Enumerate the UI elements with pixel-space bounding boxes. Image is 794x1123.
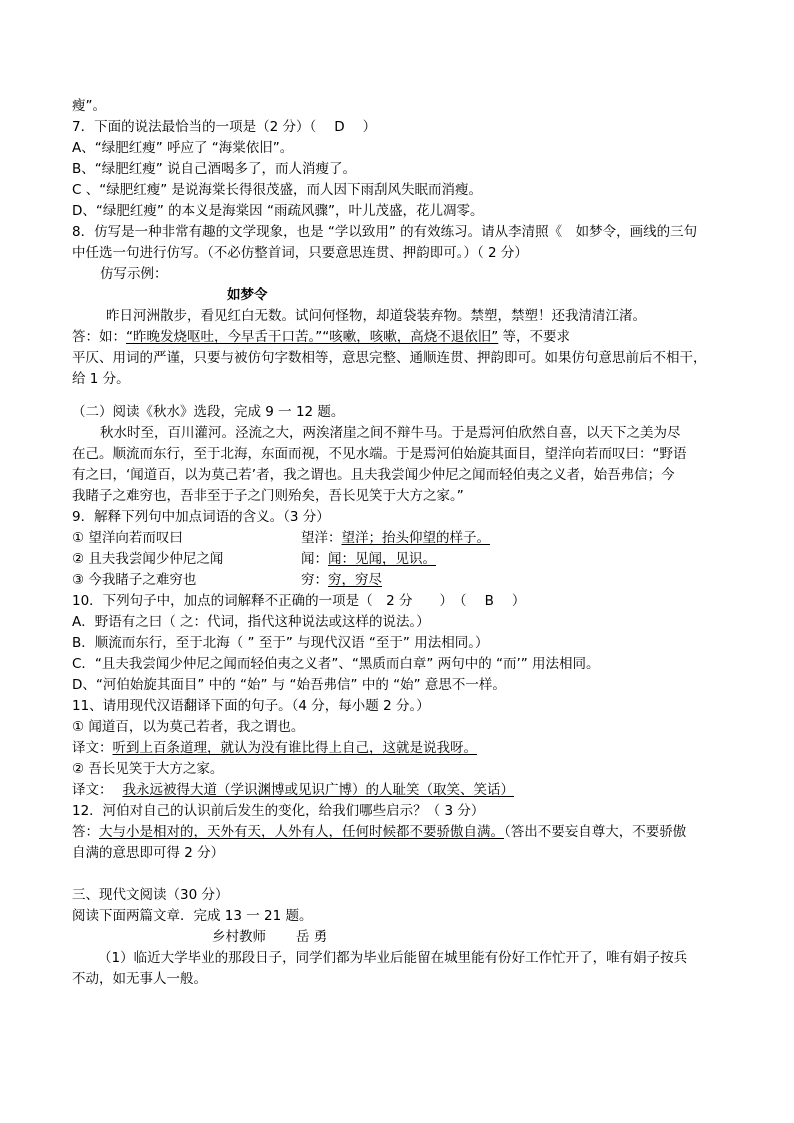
q10-option-b: B．顺流而东行，至于北海（ ” 至于” 与现代汉语 “至于” 用法相同。） (72, 635, 489, 651)
q10-option-a: A．野语有之曰（ 之：代词，指代这种说法或这样的说法。） (72, 614, 430, 630)
question-7: 7．下面的说法最恰当的一项是（2 分）（ D ） (72, 117, 732, 138)
q10-option-c: C．“且夫我尝闻少仲尼之闻而轻伯夷之义者”、“黑质而白章” 两句中的 “而’” 用法相同。 (72, 656, 600, 672)
question-9: 9．解释下列句中加点词语的含义。（3 分） (72, 509, 330, 525)
q11-translation-2: 译文： 我永远被得大道（学识渊博或见识广博）的人耻笑（取笑、笑话） (72, 782, 514, 798)
answer-12-cont: 自满的意思即可得 2 分） (72, 845, 225, 861)
section-2-heading: （二）阅读《秋水》选段，完成 9 一 12 题。 (72, 404, 345, 420)
document-page (72, 96, 732, 990)
poem-title: 如梦令 (227, 287, 268, 303)
q10-option-d: D、“河伯始旋其面目” 中的 “始” 与 “始吾弗信” 中的 “始” 意思不一样。 (72, 677, 506, 693)
q11-item-1: ① 闻道百，以为莫己若者，我之谓也。 (72, 719, 305, 735)
article-author: 岳 勇 (296, 929, 328, 945)
option-c: C 、“绿肥红瘦” 是说海棠长得很茂盛，而人因下雨刮风失眠而消瘦。 (72, 182, 482, 198)
q9-item-2: ② 且夫我尝闻少仲尼之闻 闻：闻：见闻，见识。 (72, 551, 436, 567)
poem-example: 昨日河洲散步，看见红白无数。试问何怪物，却道袋装弃物。禁塑，禁塑！还我清清江渚。 (106, 308, 646, 324)
q9-item-3: ③ 今我睹子之难穷也 穷：穷，穷尽 (72, 572, 382, 588)
answer-8: 答：如：“昨晚发烧呕吐，今早舌干口苦。”“咳嗽，咳嗽，高烧不退依旧” 等，不要求 (72, 329, 571, 345)
q9-item-1: ① 望洋向若而叹曰 望洋：望洋；抬头仰望的样子。 (72, 530, 490, 546)
answer-7: D (334, 119, 345, 135)
article-paragraph-cont: 不动，如无事人一般。 (72, 971, 207, 987)
answer-8-note: 平仄、用词的严谨，只要与被仿句字数相等，意思完整、通顺连贯、押韵即可。如果仿句意思前后不相干， (72, 350, 707, 366)
passage-line: 秋水时至，百川灌河。泾流之大，两涘渚崖之间不辩牛马。于是焉河伯欣然自喜，以天下之美为尽 (100, 425, 681, 441)
q11-item-2: ② 吾长见笑于大方之家。 (72, 761, 224, 777)
option-a: A、“绿肥红瘦” 呼应了 “海棠依旧”。 (72, 140, 294, 156)
passage-line: 有之曰，‘闻道百，以为莫己若’者，我之谓也。且夫我尝闻少仲尼之闻而轻伯夷之义者，始吾弗信；今 (72, 467, 675, 483)
answer-12-underlined: 大与小是相对的，天外有天，人外有人，任何时候都不要骄傲自满。 (99, 824, 504, 840)
article-title: 乡村教师 岳 勇 (212, 929, 328, 945)
q11-answer-1: 听到上百条道理，就认为没有谁比得上自己，这就是说我呀。 (112, 740, 477, 756)
answer-12: 答：大与小是相对的，天外有天，人外有人，任何时候都不要骄傲自满。（答出不要妄自尊大，不要骄傲 (72, 824, 687, 840)
section-3-instruction: 阅读下面两篇文章．完成 13 一 21 题。 (72, 908, 313, 924)
article-paragraph: （1）临近大学毕业的那段日子，同学们都为毕业后能留在城里能有份好工作忙开了，唯有娟子按兵 (98, 950, 688, 966)
passage-line: 我睹子之难穷也，吾非至于子之门则殆矣，吾长见笑于大方之家。” (72, 488, 464, 504)
answer-8-note-cont: 给 1 分。 (72, 371, 130, 387)
question-11: 11、请用现代汉语翻译下面的句子。（4 分，每小题 2 分。） (72, 698, 430, 714)
answer-8-underlined: “昨晚发烧呕吐，今早舌干口苦。”“咳嗽，咳嗽，高烧不退依旧” (126, 329, 499, 345)
q11-translation-1: 译文：听到上百条道理，就认为没有谁比得上自己，这就是说我呀。 (72, 740, 477, 756)
q11-answer-2: 我永远被得大道（学识渊博或见识广博）的人耻笑（取笑、笑话） (122, 782, 514, 798)
question-8: 8．仿写是一种非常有趣的文学现象，也是 “学以致用” 的有效练习。请从李清照《 如梦令，画线的三句 (72, 224, 698, 240)
question-10: 10．下列句子中，加点的词解释不正确的一项是（ 2 分 ） （ B ） (72, 591, 732, 612)
q9-answer-2: 闻：见闻，见识。 (328, 551, 436, 567)
passage-line: 在己。顺流而东行，至于北海，东面而视，不见水端。于是焉河伯始旋其面目，望洋向若而叹曰：“野语 (72, 446, 687, 462)
option-b: B、“绿肥红瘦” 说自己酒喝多了，而人消瘦了。 (72, 161, 357, 177)
q9-answer-3: 穷，穷尽 (328, 572, 382, 588)
question-8-cont: 中任选一句进行仿写。（不必仿整首词，只要意思连贯、押韵即可。）（ 2 分） (72, 245, 528, 261)
answer-10: B (484, 593, 494, 609)
q9-answer-1: 望洋；抬头仰望的样子。 (341, 530, 490, 546)
example-label: 仿写示例： (100, 266, 168, 282)
text-line: 瘦”。 (72, 98, 106, 114)
section-3-heading: 三、现代文阅读（30 分） (72, 887, 229, 903)
option-d: D、“绿肥红瘦” 的本义是海棠因 “雨疏风骤”，叶儿茂盛，花儿凋零。 (72, 203, 484, 219)
question-12: 12．河伯对自己的认识前后发生的变化，给我们哪些启示？（ 3 分） (72, 803, 485, 819)
